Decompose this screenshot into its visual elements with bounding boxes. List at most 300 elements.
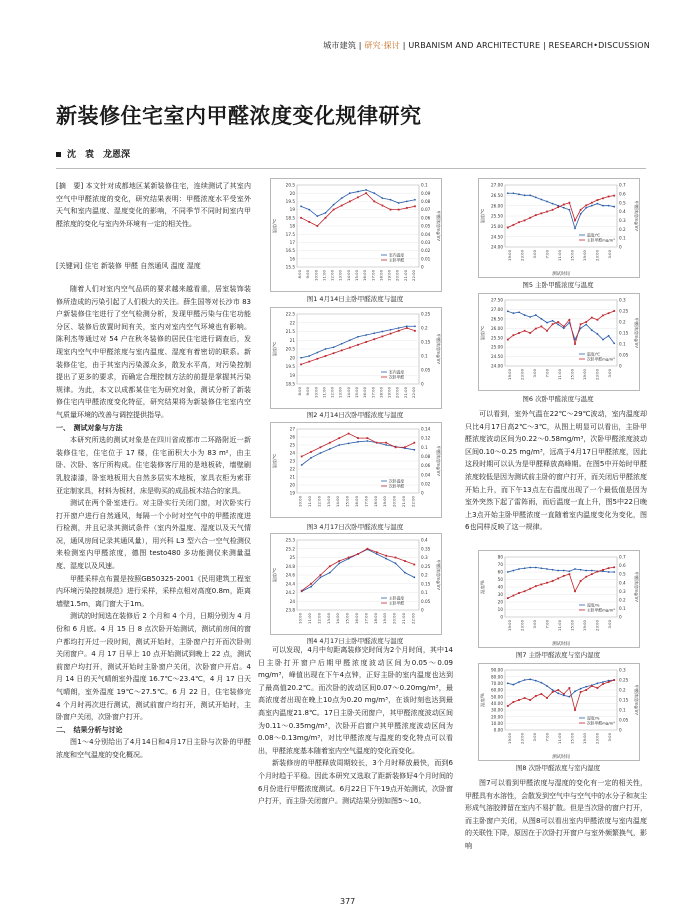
- data-point: [608, 681, 610, 683]
- legend-label: 室内温度: [389, 252, 405, 258]
- figure-1-chart: [270, 178, 442, 292]
- legend-label: 温度/℃: [587, 232, 601, 238]
- column-3-text-b: [465, 777, 647, 853]
- y-axis-label: 温度/℃: [272, 218, 277, 234]
- data-point: [365, 192, 367, 194]
- x-tick-label: 19:00: [386, 387, 392, 398]
- x-tick-label: 11:00: [557, 369, 562, 380]
- data-point: [591, 202, 593, 204]
- data-point: [574, 690, 576, 692]
- data-point: [308, 209, 310, 211]
- y-tick-label: 18.5: [285, 215, 295, 221]
- data-point: [513, 312, 515, 314]
- data-point: [395, 446, 397, 448]
- data-point: [395, 562, 397, 564]
- x-tick-label: 14:00: [345, 387, 351, 398]
- data-point: [413, 564, 415, 566]
- data-point: [541, 212, 543, 214]
- data-point: [524, 697, 526, 699]
- data-point: [569, 209, 571, 211]
- y2-tick-label: 0.15: [421, 581, 431, 587]
- x-tick-label: 20:00: [394, 270, 400, 281]
- data-point: [585, 324, 587, 326]
- data-point: [591, 317, 593, 319]
- data-point: [608, 567, 610, 569]
- y2-tick-label: 0.3: [619, 297, 626, 303]
- x-tick-label: 11:00: [321, 387, 327, 398]
- x-axis-label: 测试时间: [552, 272, 570, 277]
- y-tick-label: 18: [289, 223, 295, 229]
- y2-tick-label: 0.05: [619, 352, 629, 358]
- y-tick-label: 60: [497, 569, 503, 575]
- data-point: [597, 333, 599, 335]
- y2-tick-label: 0.6: [619, 563, 626, 569]
- data-point: [580, 580, 582, 582]
- x-tick-label: 15:00: [569, 733, 575, 744]
- y-tick-label: 24.4: [285, 581, 295, 587]
- y2-tick-label: 0.5: [619, 200, 626, 206]
- data-point: [557, 570, 559, 572]
- paragraph: 测试在两个卧室进行。对主卧实行关闭门窗，对次卧实行打开窗户进行自然通风，每隔一个小时对空气中的甲醛浓度进行检测，并且记录其测试条件（室内外温度、湿度以及天气情况，通风房间记录其通风量），用兴科 L3 型六合一空气检测仪来检测室内甲醛浓度，德图 testo480 多功能测仪来测量温度、湿度以及风速。: [56, 499, 251, 571]
- legend-label: 温度/℃: [587, 351, 601, 357]
- data-point: [602, 339, 604, 341]
- data-point: [518, 568, 520, 570]
- data-point: [518, 221, 520, 223]
- y2-tick-label: 0.08: [421, 199, 431, 204]
- x-tick-label: 21:00: [400, 496, 406, 507]
- y2-tick-label: 0.06: [421, 463, 431, 469]
- data-point: [373, 192, 375, 194]
- y2-tick-label: 0.14: [421, 426, 431, 432]
- x-tick-label: 3:00: [606, 620, 612, 629]
- x-tick-label: 11:00: [307, 613, 313, 624]
- x-tick-label: 10:00: [313, 387, 319, 398]
- x-tick-label: 16:00: [354, 496, 359, 507]
- data-point: [580, 688, 582, 690]
- data-point: [608, 335, 610, 337]
- data-point: [563, 207, 565, 209]
- data-point: [541, 326, 543, 328]
- data-point: [310, 451, 312, 453]
- data-point: [535, 214, 537, 216]
- figure-5-chart: [478, 178, 640, 278]
- data-point: [404, 572, 406, 574]
- data-point: [316, 225, 318, 227]
- y2-axis-label: 甲醛浓度mg/m³: [436, 445, 441, 477]
- data-point: [541, 199, 543, 201]
- y-tick-label: 15.5: [285, 264, 295, 270]
- y2-tick-label: 0.3: [619, 218, 626, 224]
- data-point: [366, 440, 368, 442]
- x-axis-label: 测试时间: [552, 755, 570, 760]
- data-point: [300, 357, 302, 359]
- data-point: [357, 196, 359, 198]
- data-point: [529, 217, 531, 219]
- x-tick-label: 21:00: [400, 613, 406, 624]
- data-point: [338, 560, 340, 562]
- data-point: [524, 194, 526, 196]
- data-point: [591, 685, 593, 687]
- column-2-text: [258, 644, 453, 808]
- data-point: [546, 568, 548, 570]
- y-tick-label: 25.50: [491, 213, 503, 219]
- data-point: [613, 679, 615, 681]
- y-tick-label: 24: [289, 450, 295, 456]
- data-point: [338, 562, 340, 564]
- y-tick-label: 26: [289, 434, 295, 440]
- data-point: [507, 339, 509, 341]
- data-point: [406, 327, 408, 329]
- data-point: [574, 220, 576, 222]
- y-tick-label: 27.50: [491, 297, 503, 303]
- data-point: [341, 343, 343, 345]
- data-point: [333, 346, 335, 348]
- x-tick-label: 3:00: [606, 733, 612, 742]
- figure-4-caption: 图4 4月17日主卧甲醛浓度与温度: [306, 637, 404, 645]
- x-tick-label: 14:00: [335, 613, 341, 624]
- x-tick-label: 7:00: [544, 733, 550, 742]
- data-point: [602, 681, 604, 683]
- chart-svg: [271, 534, 441, 634]
- data-point: [557, 321, 559, 323]
- x-tick-label: 15:00: [354, 387, 359, 398]
- authors: [56, 147, 130, 160]
- data-point: [414, 205, 416, 207]
- x-tick-label: 17:00: [363, 613, 369, 624]
- data-point: [366, 548, 368, 550]
- x-tick-label: 15:00: [569, 250, 575, 261]
- data-point: [507, 682, 509, 684]
- data-point: [580, 569, 582, 571]
- chart-svg: [479, 664, 639, 760]
- data-point: [349, 201, 351, 203]
- data-point: [325, 217, 327, 219]
- y-tick-label: 20.5: [285, 346, 295, 352]
- y2-tick-label: 0.05: [619, 717, 629, 723]
- header-section: 研究·探讨: [364, 41, 400, 50]
- y2-tick-label: 0.02: [421, 481, 431, 487]
- y2-tick-label: 0.1: [421, 590, 428, 596]
- y-tick-label: 20.5: [285, 182, 295, 188]
- data-point: [507, 310, 509, 312]
- x-tick-label: 19:00: [386, 270, 392, 281]
- x-tick-label: 3:00: [532, 369, 538, 378]
- data-point: [325, 348, 327, 350]
- y-tick-label: 23: [289, 458, 295, 464]
- data-point: [585, 321, 587, 323]
- data-point: [557, 692, 559, 694]
- data-point: [574, 709, 576, 711]
- data-point: [569, 687, 571, 689]
- x-tick-label: 13:00: [325, 613, 331, 624]
- y-axis-label: 温度/℃: [272, 567, 277, 583]
- data-point: [398, 209, 400, 211]
- data-point: [320, 452, 322, 454]
- y2-tick-label: 0.5: [619, 571, 626, 577]
- paragraph: 可以看到，室外气温在22℃～29℃波动，室内温度却只比4月17日高2℃～3℃，从图上明显可以看出，主卧甲醛浓度波动区间为0.22～0.58mg/m³，次卧甲醛浓度波动区间0.10～0.25 mg/m³，远高于4月17日甲醛浓度，因此这段时期可以认为是甲醛释放高峰期。在图5中开始时甲醛浓度较低是因为测试前主卧的窗户打开，而关闭后甲醛浓度开始上升，而下午13点左右温度出现了一个最低值是因为室外突然下起了雷阵雨，而后温度一直上升，图5中22日晚上3点开始主卧甲醛浓度一直随着室内温度变化为变化，图6也同样反映了这一规律。: [465, 410, 648, 532]
- header-journal: 城市建筑: [323, 41, 357, 50]
- figure-2-chart: [270, 307, 442, 409]
- figure-7-caption: 图7 主卧甲醛浓度与室内湿度: [515, 651, 601, 659]
- data-point: [546, 201, 548, 203]
- y-tick-label: 25.50: [491, 335, 503, 341]
- y2-tick-label: 0.3: [619, 588, 626, 594]
- data-point: [597, 319, 599, 321]
- data-point: [316, 358, 318, 360]
- y-tick-label: 80: [497, 554, 503, 560]
- y2-tick-label: 0.09: [421, 190, 431, 196]
- data-point: [524, 330, 526, 332]
- y-tick-label: 19.5: [285, 199, 295, 204]
- legend-label: 室内温度: [389, 369, 405, 375]
- y-tick-label: 10: [497, 607, 503, 613]
- data-point: [373, 201, 375, 203]
- x-tick-label: 11:00: [321, 270, 327, 281]
- x-tick-label: 20:00: [391, 613, 397, 624]
- x-tick-label: 18:00: [372, 496, 378, 507]
- data-point: [373, 332, 375, 334]
- data-point: [569, 319, 571, 321]
- legend-label: 主卧甲醛: [389, 257, 405, 263]
- data-point: [580, 209, 582, 211]
- y-tick-label: 27.00: [491, 182, 503, 188]
- data-point: [524, 567, 526, 569]
- legend-label: 主卧温度: [389, 595, 405, 601]
- data-point: [333, 352, 335, 354]
- figure-3-chart: [270, 422, 442, 518]
- y2-tick-label: 0.2: [619, 226, 626, 232]
- data-point: [574, 228, 576, 230]
- y-tick-label: 20: [289, 355, 295, 361]
- chart-svg: [271, 308, 441, 408]
- y2-tick-label: 0: [619, 614, 622, 620]
- x-tick-label: 20:00: [391, 496, 397, 507]
- data-point: [310, 583, 312, 585]
- data-point: [507, 597, 509, 599]
- data-point: [414, 325, 416, 327]
- y-tick-label: 0: [500, 614, 503, 620]
- data-point: [513, 684, 515, 686]
- x-tick-label: 3:00: [532, 733, 538, 742]
- legend-label: 湿度/%: [587, 715, 600, 721]
- y-tick-label: 22: [289, 466, 295, 472]
- x-tick-label: 19:00: [581, 250, 587, 261]
- author-bullet: [56, 152, 61, 157]
- x-tick-label: 8:00: [297, 270, 303, 279]
- data-point: [597, 199, 599, 201]
- y2-tick-label: 0.7: [619, 554, 626, 560]
- author-names: 沈 袁 龙恩深: [67, 150, 131, 160]
- y-tick-label: 60.00: [491, 687, 503, 693]
- chart-svg: [479, 294, 639, 390]
- data-point: [585, 686, 587, 688]
- data-point: [507, 571, 509, 573]
- data-point: [557, 578, 559, 580]
- x-tick-label: 19:00: [507, 369, 513, 380]
- data-point: [301, 590, 303, 592]
- y-tick-label: 26.50: [491, 316, 503, 322]
- data-point: [591, 573, 593, 575]
- y-tick-label: 17.5: [285, 231, 295, 237]
- x-tick-label: 11:00: [557, 250, 562, 261]
- data-point: [529, 194, 531, 196]
- x-tick-label: 17:00: [363, 496, 369, 507]
- data-point: [316, 352, 318, 354]
- figure-7-chart: [478, 550, 640, 648]
- y2-tick-label: 0: [619, 363, 622, 369]
- data-point: [329, 442, 331, 444]
- y-tick-label: 80.00: [491, 674, 503, 680]
- x-tick-label: 22:00: [410, 496, 416, 507]
- y2-axis-label: 甲醛浓度mg/m³: [436, 333, 441, 365]
- y-tick-label: 19: [289, 372, 295, 378]
- paragraph: 新装修房的甲醛释放周期较长，3个月时释放最快，而到6个月时趋于平稳。因此本研究又选取了距新装修好4个月时间的6月份进行甲醛浓度测试。6月22日下午19点开始测试，次卧窗户打开，而主卧关闭窗户。测试结果分别如图5～10。: [258, 759, 453, 806]
- legend-label: 主卧甲醛: [389, 600, 405, 606]
- data-point: [613, 206, 615, 208]
- data-point: [529, 699, 531, 701]
- x-tick-label: 20:00: [394, 387, 400, 398]
- data-point: [301, 456, 303, 458]
- data-point: [546, 330, 548, 332]
- figure-5-caption: 图5 主卧甲醛浓度与温度: [522, 281, 594, 289]
- data-point: [413, 449, 415, 451]
- y-tick-label: 25: [289, 555, 295, 561]
- y-tick-label: 24.50: [491, 234, 503, 240]
- data-point: [552, 691, 554, 693]
- x-tick-label: 19:00: [382, 613, 388, 624]
- data-point: [320, 576, 322, 578]
- y2-tick-label: 0.3: [421, 555, 428, 561]
- y2-tick-label: 0.02: [421, 248, 431, 254]
- x-tick-label: 19:00: [581, 369, 587, 380]
- y-tick-label: 22: [289, 320, 295, 326]
- data-point: [373, 338, 375, 340]
- y2-tick-label: 0.1: [421, 353, 428, 359]
- data-point: [574, 343, 576, 345]
- y-tick-label: 20: [289, 482, 295, 488]
- paragraph: 可以发现，4月中旬距离装修完时间为2个月时间，其中14日主卧打开窗户后期甲醛浓度波动区间为0.05～0.09 mg/m³，峰值出现在下午4点钟，正好主卧的室内温度也达到了最高值20.2℃。而次卧的波动区间0.07～0.20mg/m³，最高浓度者出现在晚上10点为0.20 mg/m³，在该时刻也达到最高室内温度21.8℃。17日主卧关闭窗户，其甲醛浓度波动区间为0.11～0.35mg/m³，次卧开启窗户其甲醛浓度波动区间为0.08～0.13mg/m³，对比甲醛浓度与温度的变化特点可以看出，甲醛浓度基本随着室内空气温度的变化而变化。: [258, 646, 453, 755]
- data-point: [329, 448, 331, 450]
- data-point: [376, 553, 378, 555]
- y-tick-label: 25.3: [285, 537, 295, 543]
- y-tick-label: 24.2: [285, 590, 295, 596]
- data-point: [585, 689, 587, 691]
- x-tick-label: 22:00: [410, 613, 416, 624]
- data-point: [320, 574, 322, 576]
- header-en1: URBANISM AND ARCHITECTURE: [408, 41, 541, 50]
- data-point: [406, 201, 408, 203]
- data-point: [535, 567, 537, 569]
- data-point: [390, 199, 392, 201]
- data-point: [613, 571, 615, 573]
- data-point: [557, 689, 559, 691]
- x-tick-label: 18:00: [378, 387, 384, 398]
- data-point: [376, 551, 378, 553]
- x-tick-label: 23:00: [519, 250, 525, 261]
- x-tick-label: 10:00: [297, 496, 303, 507]
- y-tick-label: 27.00: [491, 307, 503, 313]
- data-point: [591, 205, 593, 207]
- data-point: [382, 205, 384, 207]
- data-point: [341, 350, 343, 352]
- data-point: [413, 442, 415, 444]
- data-point: [341, 205, 343, 207]
- data-point: [382, 197, 384, 199]
- y-tick-label: 19.5: [285, 364, 295, 370]
- y2-tick-label: 0.1: [421, 444, 428, 450]
- data-point: [597, 687, 599, 689]
- y-tick-label: 21: [289, 474, 295, 480]
- data-point: [320, 446, 322, 448]
- y2-tick-label: 0.04: [421, 231, 431, 237]
- x-tick-label: 9:00: [305, 270, 311, 279]
- data-point: [338, 444, 340, 446]
- data-point: [585, 204, 587, 206]
- data-point: [602, 197, 604, 199]
- y-tick-label: 0.00: [493, 727, 503, 733]
- y2-tick-label: 0.05: [421, 598, 431, 604]
- data-point: [385, 555, 387, 557]
- x-tick-label: 11:00: [557, 733, 562, 744]
- y2-tick-label: 0: [421, 607, 424, 613]
- data-point: [348, 557, 350, 559]
- data-point: [569, 202, 571, 204]
- y-tick-label: 30: [497, 592, 503, 598]
- data-point: [341, 197, 343, 199]
- x-tick-label: 10:00: [297, 613, 303, 624]
- data-point: [513, 570, 515, 572]
- y-axis-label: 温度/℃: [480, 325, 485, 341]
- y2-axis-label: 甲醛浓度mg/m³: [436, 559, 441, 591]
- x-tick-label: 23:00: [519, 620, 525, 631]
- data-point: [529, 316, 531, 318]
- data-point: [507, 705, 509, 707]
- x-tick-label: 23:00: [594, 369, 600, 380]
- x-tick-label: 3:00: [606, 250, 612, 259]
- x-tick-label: 13:00: [325, 496, 331, 507]
- data-point: [597, 571, 599, 573]
- y2-tick-label: 0.01: [421, 256, 431, 262]
- x-tick-label: 19:00: [507, 250, 513, 261]
- data-point: [524, 590, 526, 592]
- x-tick-label: 23:00: [594, 620, 600, 631]
- y-tick-label: 25.00: [491, 344, 503, 350]
- data-point: [518, 592, 520, 594]
- y2-tick-label: 0.15: [421, 339, 431, 345]
- data-point: [308, 355, 310, 357]
- data-point: [529, 588, 531, 590]
- y2-tick-label: 0.1: [619, 606, 626, 612]
- data-point: [524, 679, 526, 681]
- data-point: [382, 331, 384, 333]
- data-point: [385, 444, 387, 446]
- y-tick-label: 21: [289, 337, 295, 343]
- data-point: [574, 568, 576, 570]
- data-point: [597, 203, 599, 205]
- y-tick-label: 18.5: [285, 381, 295, 387]
- y-tick-label: 24.00: [491, 363, 503, 369]
- x-tick-label: 17:00: [370, 270, 376, 281]
- y-tick-label: 50.00: [491, 694, 503, 700]
- x-tick-label: 22:00: [410, 387, 416, 398]
- data-point: [552, 209, 554, 211]
- y2-tick-label: 0.2: [421, 572, 428, 578]
- data-point: [580, 213, 582, 215]
- data-point: [300, 205, 302, 207]
- x-tick-label: 15:00: [344, 613, 350, 624]
- data-point: [404, 446, 406, 448]
- data-point: [513, 334, 515, 336]
